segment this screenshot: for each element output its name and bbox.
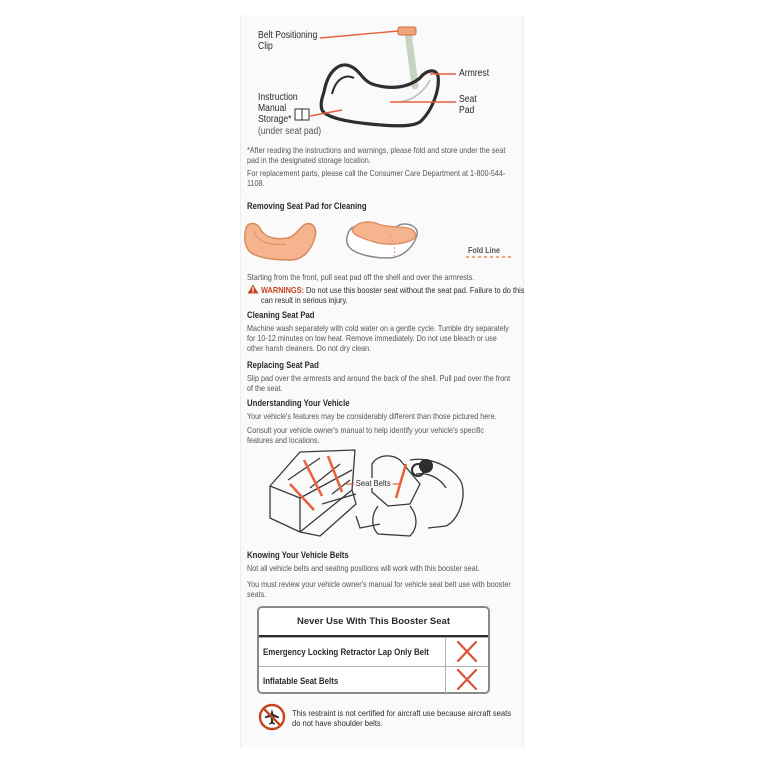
seat-belts-label: Seat Belts	[355, 478, 391, 488]
storage-label: Instruction Manual Storage*	[258, 92, 298, 125]
warning-text: WARNINGS: Do not use this booster seat without the seat pad. Failure to do this can result in serious injury.	[261, 285, 525, 305]
vehicle-body-1: Your vehicle's features may be considerably different than those pictured here.	[247, 412, 497, 421]
removal-image	[347, 222, 418, 258]
never-use-title: Never Use With This Booster Seat	[296, 616, 450, 627]
armrest-label: Armrest	[459, 68, 490, 79]
vehicle-seat-illustration	[260, 444, 465, 544]
cleaning-heading: Cleaning Seat Pad	[247, 310, 315, 320]
storage-note: (under seat pad)	[258, 126, 322, 137]
replacing-heading: Replacing Seat Pad	[247, 360, 319, 370]
warning-icon	[247, 284, 259, 294]
replacement-parts-text: For replacement parts, please call the Consumer Care Department at 1-800-544-1108.	[247, 169, 506, 188]
belt-clip-label: Belt Positioning Clip	[258, 30, 318, 52]
cleaning-body: Machine wash separately with cold water on a gentle cycle. Tumble dry separately for 10-12 minutes on low heat. Remove immediately. Do not use bleach or use other harsh cleaners. Do not dry clean.	[247, 324, 509, 353]
table-row-label: Inflatable Seat Belts	[263, 676, 339, 686]
x-mark-icon	[446, 667, 488, 693]
seat-pad-label: Seat Pad	[459, 94, 477, 116]
aircraft-notice: This restraint is not certified for aircraft use because aircraft seats do not have shoulder belts.	[292, 708, 511, 728]
storage-footnote: *After reading the instructions and warnings, please fold and store under the seat pad in the designated storage location.	[247, 146, 506, 165]
x-mark-icon	[446, 638, 488, 666]
belts-heading: Knowing Your Vehicle Belts	[247, 550, 349, 560]
table-row	[259, 666, 488, 696]
table-row-label: Emergency Locking Retractor Lap Only Belt	[263, 647, 429, 657]
never-use-table	[257, 606, 490, 694]
belts-body-1: Not all vehicle belts and seating positions will work with this booster seat.	[247, 564, 480, 573]
vehicle-heading: Understanding Your Vehicle	[247, 398, 350, 408]
seat-pad-illustrations	[240, 216, 522, 272]
removing-heading: Removing Seat Pad for Cleaning	[247, 201, 367, 211]
removing-body: Starting from the front, pull seat pad off the shell and over the armrests.	[247, 273, 475, 282]
fold-line-label: Fold Line	[468, 246, 501, 255]
table-row	[259, 637, 488, 667]
belts-body-2: You must review your vehicle owner's manual for vehicle seat belt use with booster seats.	[247, 580, 511, 599]
replacing-body: Slip pad over the armrests and around the back of the shell. Pull pad over the front of the seat.	[247, 374, 511, 393]
vehicle-body-2: Consult your vehicle owner's manual to help identify your vehicle's specific features and locations.	[247, 426, 485, 445]
seat-pad-image	[245, 224, 316, 261]
no-aircraft-icon	[258, 703, 286, 731]
